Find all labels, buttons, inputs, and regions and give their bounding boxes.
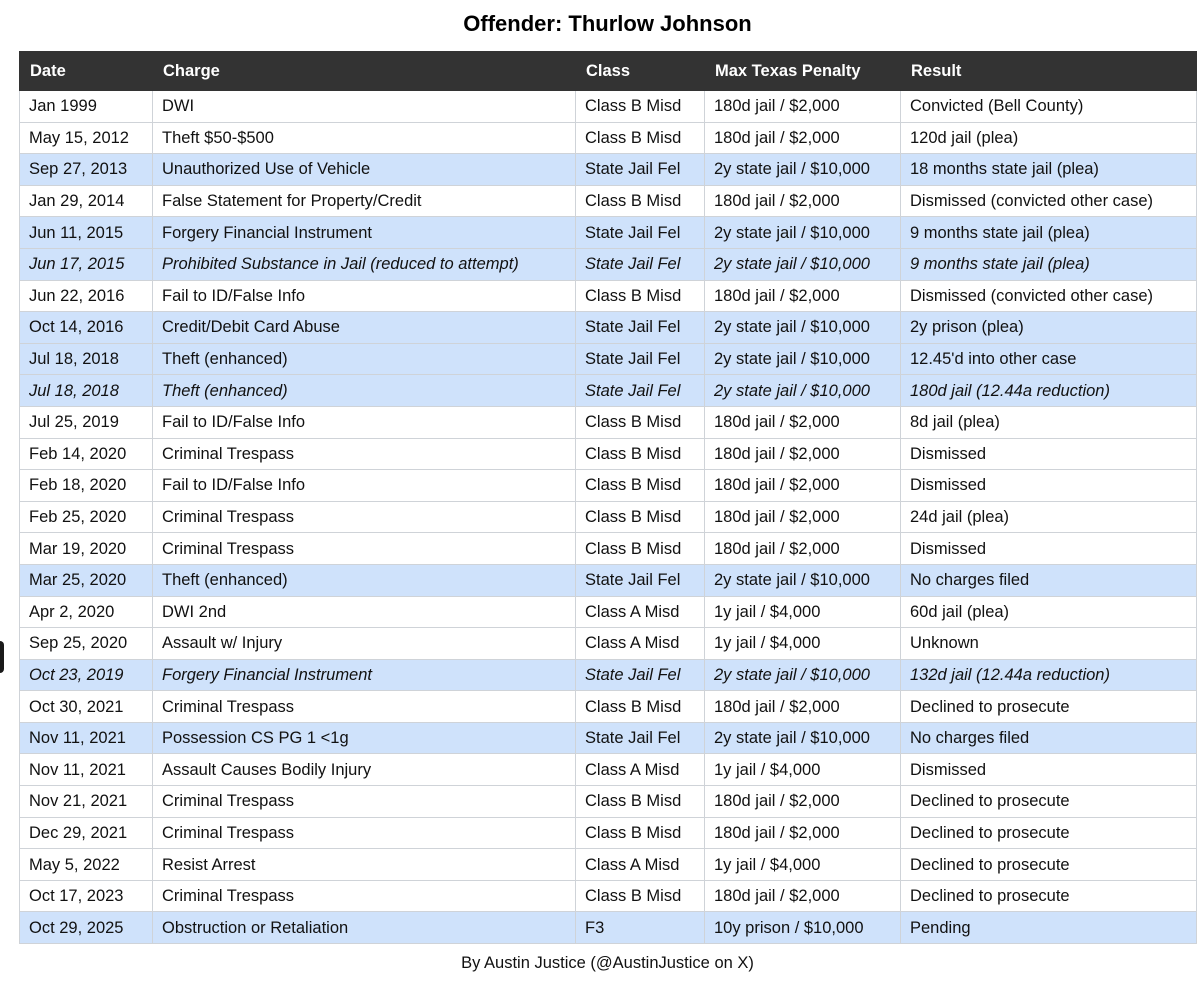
table-row — [20, 470, 1197, 502]
cell-class: Class B Misd — [576, 122, 705, 154]
cell-charge: Theft (enhanced) — [153, 343, 576, 375]
cell-result: Unknown — [901, 628, 1197, 660]
cell-penalty: 2y state jail / $10,000 — [705, 659, 901, 691]
offense-table — [19, 51, 1197, 944]
cell-result: 60d jail (plea) — [901, 596, 1197, 628]
cell-penalty: 180d jail / $2,000 — [705, 501, 901, 533]
table-row — [20, 691, 1197, 723]
table-row — [20, 849, 1197, 881]
cell-result: 24d jail (plea) — [901, 501, 1197, 533]
cell-date: Nov 11, 2021 — [20, 722, 153, 754]
cell-result: No charges filed — [901, 564, 1197, 596]
cell-result: 180d jail (12.44a reduction) — [901, 375, 1197, 407]
cell-penalty: 1y jail / $4,000 — [705, 596, 901, 628]
cell-date: Jul 25, 2019 — [20, 406, 153, 438]
cell-charge: Forgery Financial Instrument — [153, 217, 576, 249]
cell-class: State Jail Fel — [576, 564, 705, 596]
cell-class: Class B Misd — [576, 817, 705, 849]
cell-result: Dismissed — [901, 438, 1197, 470]
cell-class: Class B Misd — [576, 185, 705, 217]
cell-result: 12.45'd into other case — [901, 343, 1197, 375]
cell-penalty: 180d jail / $2,000 — [705, 470, 901, 502]
cell-result: Convicted (Bell County) — [901, 91, 1197, 123]
table-row — [20, 786, 1197, 818]
cell-class: State Jail Fel — [576, 722, 705, 754]
cell-date: Apr 2, 2020 — [20, 596, 153, 628]
cell-result: 8d jail (plea) — [901, 406, 1197, 438]
cell-date: Jul 18, 2018 — [20, 343, 153, 375]
cell-charge: Theft (enhanced) — [153, 375, 576, 407]
table-row — [20, 406, 1197, 438]
cell-result: Declined to prosecute — [901, 786, 1197, 818]
cell-class: Class A Misd — [576, 754, 705, 786]
table-row — [20, 185, 1197, 217]
cell-penalty: 180d jail / $2,000 — [705, 880, 901, 912]
cell-date: May 15, 2012 — [20, 122, 153, 154]
cell-date: Jan 1999 — [20, 91, 153, 123]
cell-date: Oct 29, 2025 — [20, 912, 153, 944]
cell-result: Dismissed — [901, 470, 1197, 502]
cell-date: Mar 19, 2020 — [20, 533, 153, 565]
cell-result: 132d jail (12.44a reduction) — [901, 659, 1197, 691]
cell-penalty: 2y state jail / $10,000 — [705, 375, 901, 407]
cell-class: Class A Misd — [576, 596, 705, 628]
cell-class: State Jail Fel — [576, 659, 705, 691]
table-row — [20, 122, 1197, 154]
cell-result: Dismissed (convicted other case) — [901, 280, 1197, 312]
cell-class: State Jail Fel — [576, 217, 705, 249]
cell-charge: Assault Causes Bodily Injury — [153, 754, 576, 786]
cell-penalty: 1y jail / $4,000 — [705, 754, 901, 786]
table-row — [20, 564, 1197, 596]
cell-date: May 5, 2022 — [20, 849, 153, 881]
cell-penalty: 2y state jail / $10,000 — [705, 154, 901, 186]
cell-date: Sep 25, 2020 — [20, 628, 153, 660]
table-row — [20, 375, 1197, 407]
cell-charge: DWI — [153, 91, 576, 123]
cell-result: No charges filed — [901, 722, 1197, 754]
cell-charge: Assault w/ Injury — [153, 628, 576, 660]
cell-penalty: 1y jail / $4,000 — [705, 628, 901, 660]
cell-result: 9 months state jail (plea) — [901, 217, 1197, 249]
cell-charge: Criminal Trespass — [153, 880, 576, 912]
cell-class: State Jail Fel — [576, 375, 705, 407]
cell-charge: Fail to ID/False Info — [153, 280, 576, 312]
cell-penalty: 180d jail / $2,000 — [705, 533, 901, 565]
cell-penalty: 2y state jail / $10,000 — [705, 217, 901, 249]
cell-penalty: 2y state jail / $10,000 — [705, 248, 901, 280]
column-header-charge: Charge — [153, 52, 576, 91]
table-row — [20, 501, 1197, 533]
attribution-footer: By Austin Justice (@AustinJustice on X) — [461, 954, 754, 972]
cell-result: Declined to prosecute — [901, 880, 1197, 912]
cell-date: Nov 11, 2021 — [20, 754, 153, 786]
column-header-date: Date — [20, 52, 153, 91]
cell-class: Class B Misd — [576, 406, 705, 438]
cell-class: Class B Misd — [576, 533, 705, 565]
cell-charge: Forgery Financial Instrument — [153, 659, 576, 691]
cell-charge: Credit/Debit Card Abuse — [153, 312, 576, 344]
table-row — [20, 91, 1197, 123]
column-header-penalty: Max Texas Penalty — [705, 52, 901, 91]
cell-result: Dismissed — [901, 754, 1197, 786]
cell-class: State Jail Fel — [576, 248, 705, 280]
cell-penalty: 2y state jail / $10,000 — [705, 343, 901, 375]
cell-class: Class B Misd — [576, 501, 705, 533]
cell-charge: Obstruction or Retaliation — [153, 912, 576, 944]
cell-charge: Criminal Trespass — [153, 533, 576, 565]
page-title: Offender: Thurlow Johnson — [463, 11, 752, 36]
side-tab-handle[interactable] — [0, 641, 4, 673]
cell-date: Jun 11, 2015 — [20, 217, 153, 249]
cell-penalty: 180d jail / $2,000 — [705, 122, 901, 154]
cell-charge: Unauthorized Use of Vehicle — [153, 154, 576, 186]
cell-date: Dec 29, 2021 — [20, 817, 153, 849]
cell-date: Jan 29, 2014 — [20, 185, 153, 217]
table-row — [20, 659, 1197, 691]
cell-class: Class B Misd — [576, 786, 705, 818]
table-row — [20, 912, 1197, 944]
cell-class: Class B Misd — [576, 91, 705, 123]
cell-charge: Criminal Trespass — [153, 501, 576, 533]
cell-class: Class B Misd — [576, 880, 705, 912]
cell-class: Class B Misd — [576, 438, 705, 470]
table-row — [20, 754, 1197, 786]
cell-class: Class A Misd — [576, 628, 705, 660]
cell-charge: Resist Arrest — [153, 849, 576, 881]
cell-result: Declined to prosecute — [901, 817, 1197, 849]
cell-charge: DWI 2nd — [153, 596, 576, 628]
cell-charge: Criminal Trespass — [153, 691, 576, 723]
table-row — [20, 312, 1197, 344]
cell-penalty: 2y state jail / $10,000 — [705, 312, 901, 344]
cell-date: Feb 18, 2020 — [20, 470, 153, 502]
cell-result: Declined to prosecute — [901, 691, 1197, 723]
cell-date: Nov 21, 2021 — [20, 786, 153, 818]
cell-penalty: 180d jail / $2,000 — [705, 786, 901, 818]
table-row — [20, 154, 1197, 186]
cell-charge: Theft $50-$500 — [153, 122, 576, 154]
cell-penalty: 180d jail / $2,000 — [705, 438, 901, 470]
cell-class: Class B Misd — [576, 470, 705, 502]
cell-charge: Theft (enhanced) — [153, 564, 576, 596]
cell-class: State Jail Fel — [576, 154, 705, 186]
cell-result: 120d jail (plea) — [901, 122, 1197, 154]
table-row — [20, 217, 1197, 249]
cell-charge: Criminal Trespass — [153, 817, 576, 849]
cell-date: Oct 14, 2016 — [20, 312, 153, 344]
cell-charge: Prohibited Substance in Jail (reduced to attempt) — [153, 248, 576, 280]
cell-date: Jun 17, 2015 — [20, 248, 153, 280]
table-row — [20, 343, 1197, 375]
cell-date: Jun 22, 2016 — [20, 280, 153, 312]
cell-charge: Possession CS PG 1 <1g — [153, 722, 576, 754]
cell-date: Jul 18, 2018 — [20, 375, 153, 407]
table-body — [20, 91, 1197, 944]
table-row — [20, 280, 1197, 312]
cell-class: State Jail Fel — [576, 343, 705, 375]
cell-penalty: 1y jail / $4,000 — [705, 849, 901, 881]
table-row — [20, 722, 1197, 754]
table-header-row — [20, 52, 1197, 91]
cell-penalty: 180d jail / $2,000 — [705, 691, 901, 723]
cell-penalty: 180d jail / $2,000 — [705, 280, 901, 312]
cell-class: Class B Misd — [576, 280, 705, 312]
cell-penalty: 180d jail / $2,000 — [705, 91, 901, 123]
cell-result: 9 months state jail (plea) — [901, 248, 1197, 280]
cell-penalty: 10y prison / $10,000 — [705, 912, 901, 944]
cell-result: Declined to prosecute — [901, 849, 1197, 881]
table-row — [20, 880, 1197, 912]
cell-charge: Fail to ID/False Info — [153, 406, 576, 438]
cell-result: 18 months state jail (plea) — [901, 154, 1197, 186]
cell-result: Pending — [901, 912, 1197, 944]
cell-penalty: 180d jail / $2,000 — [705, 406, 901, 438]
cell-date: Feb 14, 2020 — [20, 438, 153, 470]
cell-class: F3 — [576, 912, 705, 944]
cell-penalty: 180d jail / $2,000 — [705, 185, 901, 217]
cell-date: Oct 23, 2019 — [20, 659, 153, 691]
table-row — [20, 628, 1197, 660]
cell-charge: False Statement for Property/Credit — [153, 185, 576, 217]
cell-charge: Criminal Trespass — [153, 786, 576, 818]
cell-class: Class A Misd — [576, 849, 705, 881]
cell-date: Mar 25, 2020 — [20, 564, 153, 596]
cell-date: Oct 17, 2023 — [20, 880, 153, 912]
column-header-class: Class — [576, 52, 705, 91]
cell-date: Sep 27, 2013 — [20, 154, 153, 186]
table-row — [20, 438, 1197, 470]
cell-class: State Jail Fel — [576, 312, 705, 344]
cell-penalty: 2y state jail / $10,000 — [705, 564, 901, 596]
table-row — [20, 596, 1197, 628]
cell-date: Oct 30, 2021 — [20, 691, 153, 723]
cell-charge: Criminal Trespass — [153, 438, 576, 470]
cell-date: Feb 25, 2020 — [20, 501, 153, 533]
table-row — [20, 817, 1197, 849]
cell-class: Class B Misd — [576, 691, 705, 723]
table-row — [20, 248, 1197, 280]
cell-result: Dismissed — [901, 533, 1197, 565]
cell-result: 2y prison (plea) — [901, 312, 1197, 344]
cell-charge: Fail to ID/False Info — [153, 470, 576, 502]
cell-result: Dismissed (convicted other case) — [901, 185, 1197, 217]
cell-penalty: 180d jail / $2,000 — [705, 817, 901, 849]
column-header-result: Result — [901, 52, 1197, 91]
cell-penalty: 2y state jail / $10,000 — [705, 722, 901, 754]
table-row — [20, 533, 1197, 565]
